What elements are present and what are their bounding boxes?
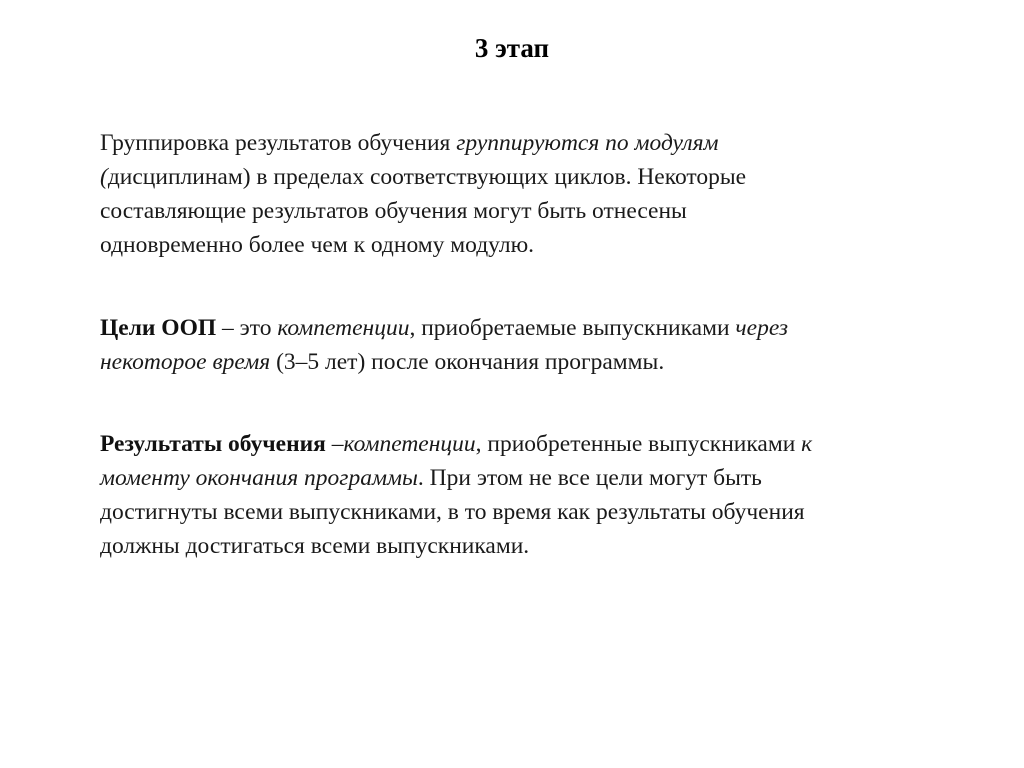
paragraph-goals xyxy=(100,311,788,379)
slide-title: 3 этап xyxy=(474,33,550,63)
paragraph-grouping xyxy=(100,126,746,262)
bold-term: Результаты обучения xyxy=(100,431,326,457)
italic-text: моменту окончания программы xyxy=(100,465,418,491)
paragraph-line: достигнуты всеми выпускниками, в то время как результаты обучения xyxy=(100,499,805,525)
text-run: дисциплинам) в пределах соответствующих циклов. Некоторые xyxy=(107,164,747,190)
italic-text: группируются по модулям xyxy=(456,130,719,156)
paragraph-line: одновременно более чем к одному модулю. xyxy=(100,232,535,258)
text-run: . При этом не все цели могут быть xyxy=(417,465,762,491)
italic-text: компетенции xyxy=(277,315,410,341)
italic-text: через xyxy=(735,315,789,341)
text-run: – xyxy=(325,431,344,457)
text-run: , приобретаемые выпускниками xyxy=(409,315,736,341)
paragraph-line xyxy=(100,126,746,160)
paragraph-line: должны достигаться всеми выпускниками. xyxy=(100,533,530,559)
paragraph-line xyxy=(100,427,812,461)
text-run: , приобретенные выпускниками xyxy=(475,431,802,457)
bold-term: Цели ООП xyxy=(100,315,217,341)
italic-text: компетенции xyxy=(343,431,476,457)
paragraph-line xyxy=(100,461,812,495)
text-run: Группировка результатов обучения xyxy=(100,130,457,156)
paragraph-line: составляющие результатов обучения могут быть отнесены xyxy=(100,198,687,224)
italic-text: некоторое время xyxy=(100,349,271,375)
text-run: – это xyxy=(216,315,278,341)
italic-text: к xyxy=(801,431,813,457)
text-run: (3–5 лет) после окончания программы. xyxy=(270,349,665,375)
paragraph-line xyxy=(100,345,788,379)
paragraph-line xyxy=(100,160,746,194)
italic-text: ( xyxy=(100,164,108,190)
paragraph-learning-outcomes xyxy=(100,427,812,563)
paragraph-line xyxy=(100,311,788,345)
